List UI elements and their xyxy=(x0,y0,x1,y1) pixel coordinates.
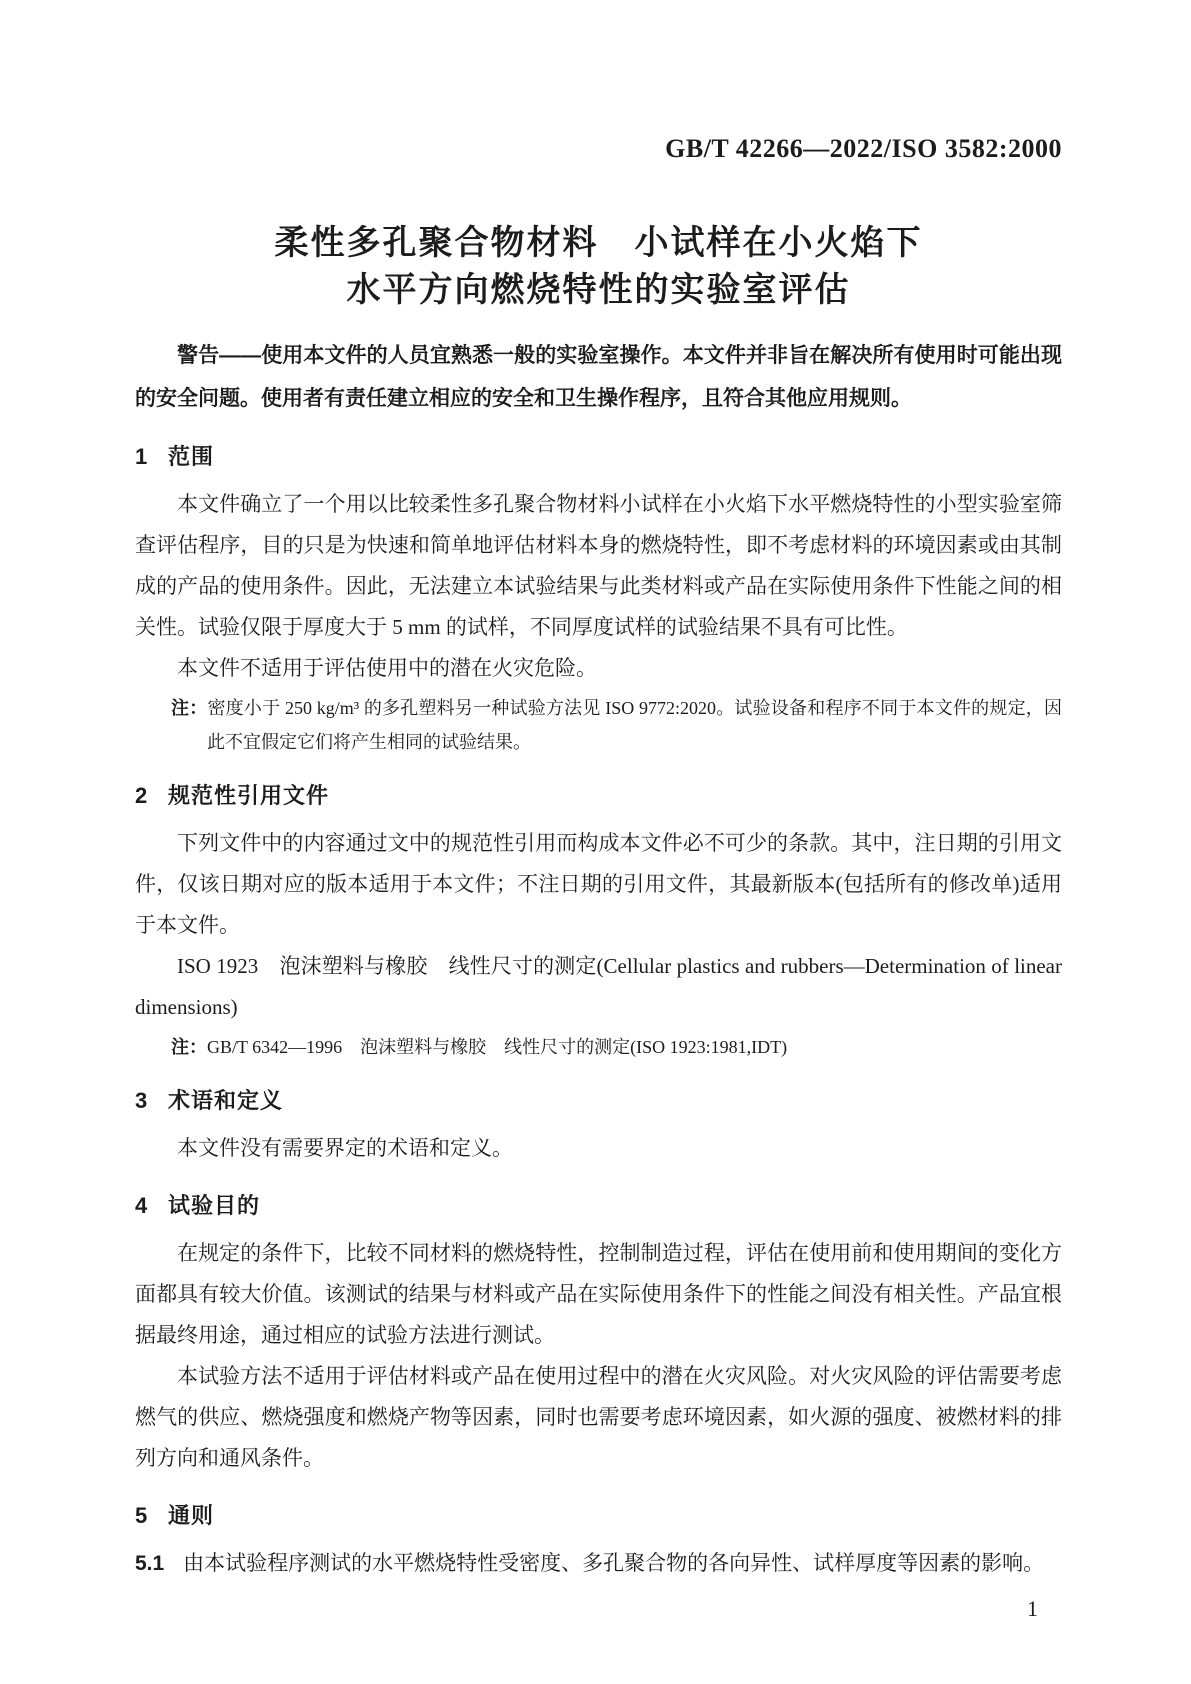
section-1-paragraph-1: 本文件确立了一个用以比较柔性多孔聚合物材料小试样在小火焰下水平燃烧特性的小型实验室筛查评估程序，目的只是为快速和简单地评估材料本身的燃烧特性，即不考虑材料的环境因素或由其制成的产品的使用条件。因此，无法建立本试验结果与此类材料或产品在实际使用条件下性能之间的相关性。试验仅限于厚度大于 5 mm 的试样，不同厚度试样的试验结果不具有可比性。 xyxy=(135,492,1062,639)
section-1-heading xyxy=(135,444,1062,470)
section-1-note xyxy=(135,691,1062,759)
note-label: 注： xyxy=(171,698,208,718)
section-3-title: 术语和定义 xyxy=(168,1088,284,1113)
section-5-number: 5 xyxy=(135,1503,149,1528)
clause-5-1-text: 由本试验程序测试的水平燃烧特性受密度、多孔聚合物的各向异性、试样厚度等因素的影响。 xyxy=(183,1551,1045,1575)
clause-5-1-number: 5.1 xyxy=(135,1552,165,1575)
document-title-line-1: 柔性多孔聚合物材料 小试样在小火焰下 xyxy=(274,224,923,262)
section-5-heading xyxy=(135,1503,1062,1529)
document-title-line-2: 水平方向燃烧特性的实验室评估 xyxy=(346,271,851,309)
section-scope xyxy=(135,444,1062,759)
standard-code: GB/T 42266—2022/ISO 3582:2000 xyxy=(665,134,1062,163)
section-2-number: 2 xyxy=(135,783,149,808)
section-2-heading xyxy=(135,783,1062,809)
note-label: 注： xyxy=(171,1037,207,1057)
section-4-paragraph-1: 在规定的条件下，比较不同材料的燃烧特性，控制制造过程，评估在使用前和使用期间的变化方面都具有较大价值。该测试的结果与材料或产品在实际使用条件下的性能之间没有相关性。产品宜根据最终用途，通过相应的试验方法进行测试。 xyxy=(135,1241,1062,1347)
section-normative-references xyxy=(135,783,1062,1064)
section-terms-definitions xyxy=(135,1088,1062,1169)
section-4-paragraph-2: 本试验方法不适用于评估材料或产品在使用过程中的潜在火灾风险。对火灾风险的评估需要考虑燃气的供应、燃烧强度和燃烧产物等因素，同时也需要考虑环境因素，如火源的强度、被燃材料的排列方向和通风条件。 xyxy=(135,1364,1062,1470)
section-4-heading xyxy=(135,1193,1062,1219)
section-1-title: 范围 xyxy=(168,444,215,469)
section-2-paragraph-1: 下列文件中的内容通过文中的规范性引用而构成本文件必不可少的条款。其中，注日期的引用文件，仅该日期对应的版本适用于本文件；不注日期的引用文件，其最新版本(包括所有的修改单)适用于本文件。 xyxy=(135,831,1062,937)
section-test-purpose xyxy=(135,1193,1062,1479)
section-2-title: 规范性引用文件 xyxy=(168,783,330,808)
section-1-paragraph-2: 本文件不适用于评估使用中的潜在火灾危险。 xyxy=(177,656,597,680)
clause-5-1 xyxy=(135,1543,1062,1584)
note-text: 密度小于 250 kg/m³ 的多孔塑料另一种试验方法见 ISO 9772:2020。试验设备和程序不同于本文件的规定，因此不宜假定它们将产生相同的试验结果。 xyxy=(207,698,1063,752)
warning-paragraph: 警告——使用本文件的人员宜熟悉一般的实验室操作。本文件并非旨在解决所有使用时可能出现的安全问题。使用者有责任建立相应的安全和卫生操作程序，且符合其他应用规则。 xyxy=(135,344,1062,410)
page-number: 1 xyxy=(1027,1596,1038,1621)
section-1-number: 1 xyxy=(135,444,149,469)
section-4-number: 4 xyxy=(135,1193,149,1218)
section-3-number: 3 xyxy=(135,1088,149,1113)
section-2-note xyxy=(135,1030,1062,1064)
section-2-reference-entry: ISO 1923 泡沫塑料与橡胶 线性尺寸的测定(Cellular plastics and rubbers—Determination of linear dimensions) xyxy=(135,954,1062,1019)
note-text: GB/T 6342—1996 泡沫塑料与橡胶 线性尺寸的测定(ISO 1923:1981,IDT) xyxy=(207,1037,788,1057)
section-3-heading xyxy=(135,1088,1062,1114)
section-3-paragraph-1: 本文件没有需要界定的术语和定义。 xyxy=(177,1136,513,1160)
document-title xyxy=(135,220,1062,314)
section-5-title: 通则 xyxy=(168,1503,215,1528)
section-general-rules xyxy=(135,1503,1062,1584)
section-4-title: 试验目的 xyxy=(168,1193,261,1218)
